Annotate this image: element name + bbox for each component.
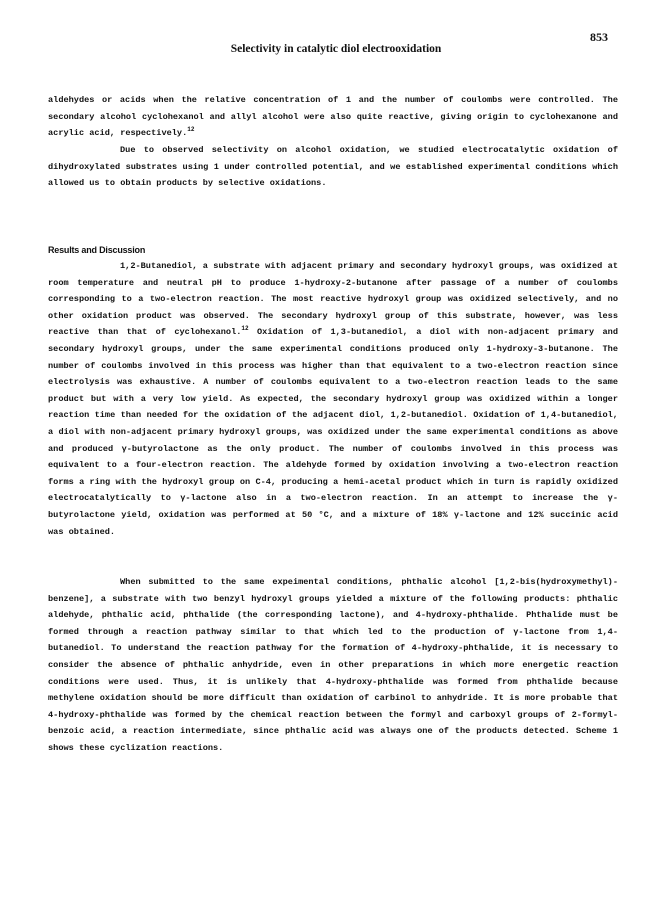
intro-paragraph-1-text: aldehydes or acids when the relative concentration of 1 and the number of coulombs were controlled. The secondary alcohol cyclohexanol and allyl alcohol were also quite reactive, giving origin to cyclohexanone and acrylic acid, respectively. (48, 95, 618, 139)
intro-paragraph-1 (48, 92, 618, 142)
citation-ref: 12 (187, 126, 195, 134)
intro-paragraph-2: Due to observed selectivity on alcohol oxidation, we studied electrocatalytic oxidation of dihydroxylated substrates using 1 under controlled potential, and we established experimental conditions which allowed us to obtain products by selective oxidations. (48, 145, 618, 189)
page-number: 853 (590, 30, 608, 44)
citation-ref: 12 (241, 325, 249, 333)
running-title: Selectivity in catalytic diol electrooxidation (230, 43, 442, 55)
results-paragraph-1-text: 1,2-Butanediol, a substrate with adjacent primary and secondary hydroxyl groups, was oxidized at room temperature and neutral pH to produce 1-hydroxy-2-butanone after passage of a number of coulombs corresponding to a two-electron reaction. The most reactive hydroxyl group was oxidized selectively, and no other oxidation product was observed. The secondary hydroxyl group of this substrate, however, was less reactive than that of cyclohexanol. (48, 261, 618, 338)
results-paragraph-1 (48, 258, 618, 540)
results-paragraph-2: When submitted to the same expeimental conditions, phthalic alcohol [1,2-bis(hydroxymethyl)-benzene], a substrate with two benzyl hydroxyl groups yielded a mixture of the following products: phthalic aldehyde, phthalic acid, phthalide (the corresponding lactone), and 4-hydroxy-phthalide. Phthalide must be formed through a reaction pathway similar to that which led to the production of γ-lactone from 1,4-butanediol. To understand the reaction pathway for the formation of 4-hydroxy-phthalide, it is necessary to consider the absence of phthalic anhydride, even in other preparations in which more energetic reaction conditions were used. Thus, it is unlikely that 4-hydroxy-phthalide was formed from phthalide because methylene oxidation should be more difficult than oxidation of carbinol to anhydride. It is more probable that 4-hydroxy-phthalide was formed by the chemical reaction between the formyl and carboxyl groups of 2-formyl-benzoic acid, a reaction intermediate, since phthalic acid was always one of the products detected. Scheme 1 shows these cyclization reactions. (48, 577, 618, 753)
results-paragraph-1-continued: Oxidation of 1,3-butanediol, a diol with non-adjacent primary and secondary hydroxyl groups, under the same experimental conditions produced only 1-hydroxy-3-butanone. The number of coulombs involved in this process was higher than that equivalent to a two-electron reaction since electrolysis was exhaustive. A number of coulombs equivalent to a two-electron reaction leads to the same product but with a very low yield. As expected, the secondary hydroxyl group was oxidized within a longer reaction time than needed for the oxidation of the adjacent diol, 1,2-butanediol. Oxidation of 1,4-butanediol, a diol with non-adjacent primary hydroxyl groups, was oxidized under the same experimental conditions as above and produced γ-butyrolactone as the only product. The number of coulombs involved in this process was equivalent to a four-electron reaction. The aldehyde formed by oxidation involving a two-electron reaction forms a ring with the hydroxyl group on C-4, producing a hemi-acetal product which in turn is rapidly oxidized electrocatalytically to γ-lactone also in a two-electron reaction. In an attempt to increase the γ-butyrolactone yield, oxidation was performed at 50 °C, and a mixture of 18% γ-lactone and 12% succinic acid was obtained. (48, 327, 618, 537)
section-heading: Results and Discussion (48, 245, 146, 255)
